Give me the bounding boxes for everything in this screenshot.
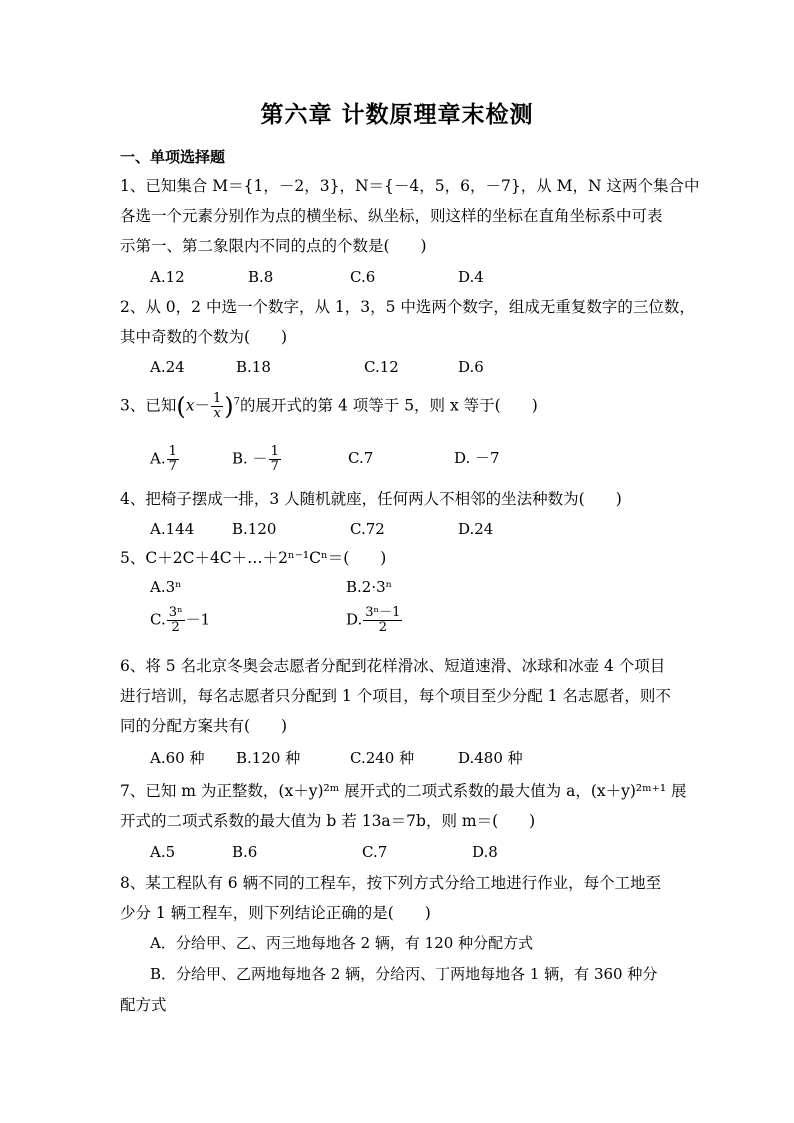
q2-option-d[interactable]: D.6 [458,358,484,376]
q3-variable: x [185,396,195,415]
q7-option-a[interactable]: A.5 [150,843,176,861]
q3-opt-a-prefix: A. [150,449,166,468]
q3-fraction [211,392,223,421]
q3-opt-b-fraction [269,445,281,474]
q5-opt-c-num: 3ⁿ [168,605,183,620]
q6-option-b[interactable]: B.120 种 [236,749,301,767]
q1-line3: 示第一、第二象限内不同的点的个数是( ) [120,237,427,255]
q5-opt-c-suffix: －1 [185,610,211,629]
q6-line2: 进行培训，每名志愿者只分配到 1 个项目，每个项目至少分配 1 名志愿者，则不 [120,687,671,705]
q7-option-d[interactable]: D.8 [472,843,498,861]
q1-option-a[interactable]: A.12 [150,268,185,286]
right-paren: ) [224,392,234,421]
q4-option-a[interactable]: A.144 [150,520,195,538]
q8-line1: 8、某工程队有 6 辆不同的工程车，按下列方式分给工地进行作业，每个工地至 [120,874,662,892]
q3-option-b[interactable] [232,445,282,474]
q4-option-c[interactable]: C.72 [350,520,385,538]
q3-exponent: 7 [233,396,241,408]
q4-line1: 4、把椅子摆成一排，3 人随机就座，任何两人不相邻的坐法种数为( ) [120,490,622,508]
q3-option-c[interactable]: C.7 [348,449,374,467]
q5-opt-d-fraction [363,606,402,635]
q3-opt-b-prefix: B. － [232,449,268,468]
q2-option-a[interactable]: A.24 [150,358,185,376]
q8-option-b-line2: 配方式 [120,996,167,1014]
q5-opt-d-prefix: D. [346,610,363,629]
q2-option-c[interactable]: C.12 [364,358,399,376]
q4-option-b[interactable]: B.120 [232,520,277,538]
q3-opt-b-den: 7 [270,459,279,474]
q1-option-b[interactable]: B.8 [248,268,274,286]
q3-option-d[interactable]: D. －7 [454,449,500,467]
q5-option-d[interactable] [346,606,403,635]
q5-opt-d-den: 2 [378,620,387,635]
q5-opt-c-fraction [167,606,185,635]
q8-line2: 少分 1 辆工程车，则下列结论正确的是( ) [120,904,431,922]
q1-option-c[interactable]: C.6 [350,268,376,286]
q5-opt-c-den: 2 [171,620,180,635]
q5-option-a[interactable]: A.3ⁿ [150,578,182,596]
q1-line2: 各选一个元素分别作为点的横坐标、纵坐标，则这样的坐标在直角坐标系中可表 [120,207,663,225]
q6-option-d[interactable]: D.480 种 [458,749,523,767]
q2-option-b[interactable]: B.18 [236,358,271,376]
page-title: 第六章 计数原理章末检测 [260,102,534,128]
q3-frac-num: 1 [213,391,222,406]
q7-option-c[interactable]: C.7 [362,843,388,861]
q6-option-a[interactable]: A.60 种 [150,749,205,767]
q3-suffix: 的展开式的第 4 项等于 5，则 x 等于( ) [240,396,538,415]
q6-line3: 同的分配方案共有( ) [120,717,288,735]
q5-option-c[interactable] [150,606,210,635]
q3-opt-a-den: 7 [168,459,177,474]
q7-line1: 7、已知 m 为正整数，(x＋y)²ᵐ 展开式的二项式系数的最大值为 a，(x＋y)²ᵐ⁺¹ 展 [120,782,687,800]
q5-line1: 5、C＋2C＋4C＋…＋2ⁿ⁻¹Cⁿ＝( ) [120,549,387,567]
left-paren: ( [176,392,186,421]
q1-line1: 1、已知集合 M＝{1，－2，3}，N＝{－4，5，6，－7}，从 M，N 这两个集合中 [120,177,700,195]
q5-option-b[interactable]: B.2·3ⁿ [346,578,393,596]
q3-option-a[interactable] [150,445,180,474]
q3-frac-den: x [213,406,221,421]
q4-option-d[interactable]: D.24 [458,520,494,538]
q8-option-b-line1[interactable]: B．分给甲、乙两地每地各 2 辆，分给丙、丁两地每地各 1 辆，有 360 种分 [150,965,658,983]
q1-option-d[interactable]: D.4 [458,268,484,286]
section-heading: 一、单项选择题 [120,148,226,166]
q2-line2: 其中奇数的个数为( ) [120,328,288,346]
q3-opt-a-num: 1 [168,444,177,459]
q3-minus: － [194,396,211,415]
q7-option-b[interactable]: B.6 [232,843,258,861]
q3-line1 [120,392,538,421]
q7-line2: 开式的二项式系数的最大值为 b 若 13a＝7b，则 m＝( ) [120,812,536,830]
q2-line1: 2、从 0，2 中选一个数字，从 1，3，5 中选两个数字，组成无重复数字的三位数， [120,298,695,316]
q8-option-a[interactable]: A．分给甲、乙、丙三地每地各 2 辆，有 120 种分配方式 [150,934,534,952]
q3-prefix: 3、已知 [120,396,177,415]
q6-line1: 6、将 5 名北京冬奥会志愿者分配到花样滑冰、短道速滑、冰球和冰壶 4 个项目 [120,657,666,675]
q5-opt-c-prefix: C. [150,610,166,629]
q5-opt-d-num: 3ⁿ－1 [365,605,401,620]
q3-opt-b-num: 1 [270,444,279,459]
q3-opt-a-fraction [167,445,179,474]
q6-option-c[interactable]: C.240 种 [350,749,415,767]
